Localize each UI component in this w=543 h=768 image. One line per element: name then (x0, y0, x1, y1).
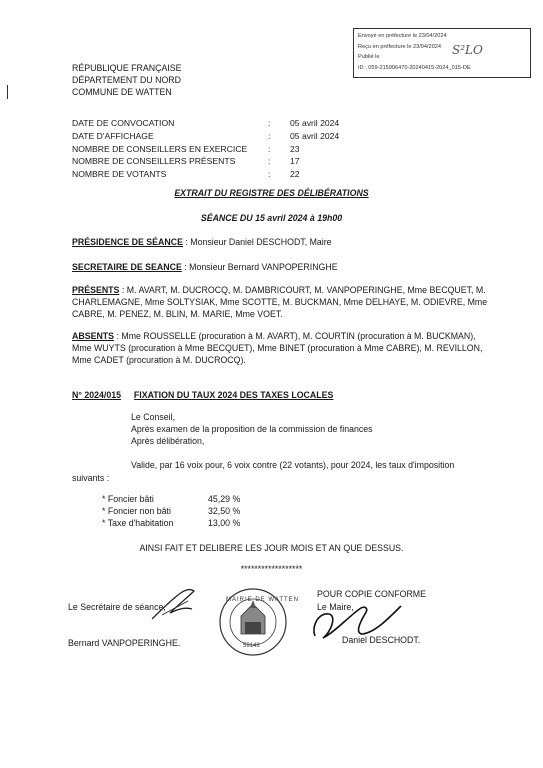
tax-label: * Foncier non bâti (102, 506, 171, 517)
presidence-text: : Monsieur Daniel DESCHODT, Maire (182, 237, 332, 247)
tax-label: * Foncier bâti (102, 494, 154, 504)
info-row (72, 143, 339, 156)
document-header (72, 62, 182, 99)
presents-label: PRÉSENTS (72, 285, 120, 295)
valide-text: Valide, par 16 voix pour, 6 voix contre (22 votants), pour 2024, les taux d'imposition (131, 460, 455, 470)
info-label: DATE D'AFFICHAGE (72, 130, 154, 141)
conseil-text: Le Conseil, (131, 412, 176, 422)
tax-row (102, 517, 240, 529)
info-separator: : (268, 130, 271, 141)
info-row (72, 117, 339, 130)
info-separator: : (268, 156, 271, 167)
maire-name: Daniel DESCHODT. (342, 635, 421, 645)
seance-title: SÉANCE DU 15 avril 2024 à 19h00 (200, 213, 343, 223)
stamp-id-line: ID : 059-215906470-20240415-2024_015-DE (358, 64, 471, 71)
info-label: NOMBRE DE CONSEILLERS PRÉSENTS (72, 156, 236, 167)
deliberation-heading (72, 389, 333, 401)
presents-line-3: CABRE, M. PENEZ, M. BLIN, M. MARIE, Mme VOET. (72, 309, 283, 320)
presents-line-2: CHARLEMAGNE, Mme SOLTYSIAK, Mme SCOTTE, M. BUCKMAN, Mme DELHAYE, M. ODIEVRE, Mme (72, 297, 488, 308)
info-value: 05 avril 2024 (290, 130, 340, 141)
departement-label: DÉPARTEMENT DU NORD (72, 75, 181, 86)
stamp-received-line: Reçu en préfecture le 23/04/2024 (358, 43, 442, 50)
info-label: NOMBRE DE VOTANTS (72, 169, 167, 180)
suivants-text: suivants : (72, 473, 110, 483)
secretaire-signature-icon (148, 585, 200, 625)
deliberation-title: FIXATION DU TAUX 2024 DES TAXES LOCALES (133, 390, 334, 400)
extrait-title: EXTRAIT DU REGISTRE DES DÉLIBÉRATIONS (174, 188, 369, 198)
secretaire-line (72, 261, 338, 273)
info-label: NOMBRE DE CONSEILLERS EN EXERCICE (72, 143, 248, 154)
tax-label: * Taxe d'habitation (102, 518, 174, 529)
tax-table (102, 493, 240, 530)
info-separator: : (268, 118, 271, 128)
stamp-published-line: Publié le (358, 54, 380, 60)
presidence-line (72, 236, 332, 248)
secretaire-label: SECRETAIRE DE SEANCE (72, 262, 182, 272)
presents-block (72, 284, 492, 321)
info-row (72, 168, 339, 181)
info-label: DATE DE CONVOCATION (72, 118, 175, 128)
margin-mark (7, 85, 8, 99)
stamp-sent-line: Envoyé en préfecture le 23/04/2024 (358, 33, 447, 39)
tax-value: 32,50 % (208, 506, 241, 517)
info-separator: : (268, 169, 271, 180)
tax-value: 13,00 % (208, 518, 241, 529)
seal-top-text: MAIRIE DE WATTEN (226, 597, 299, 603)
absents-line-3: Mme CADET (procuration à M. DUCROCQ). (72, 355, 246, 366)
ainsi-fait-text: AINSI FAIT ET DELIBERE LES JOUR MOIS ET AN QUE DESSUS. (139, 543, 404, 553)
deliberation-body (131, 411, 373, 448)
info-separator: : (268, 143, 271, 154)
transmission-stamp (353, 28, 531, 78)
separator-stars: ****************** (240, 564, 303, 574)
tax-value: 45,29 % (208, 494, 241, 504)
commune-label: COMMUNE DE WATTEN (72, 87, 172, 98)
presidence-label: PRÉSIDENCE DE SÉANCE (72, 237, 183, 247)
absents-line-2: Mme WUYTS (procuration à Mme BECQUET), Mme BINET (procuration à Mme CABRE), M. REVILLON, (72, 343, 483, 354)
info-row (72, 130, 339, 143)
copie-conforme-label: POUR COPIE CONFORME (317, 589, 426, 599)
absents-block (72, 330, 502, 367)
examen-text: Après examen de la proposition de la commission de finances (131, 424, 373, 435)
deliberation-text: Après délibération, (131, 436, 205, 447)
tax-row (102, 493, 240, 505)
info-row (72, 155, 339, 168)
secretaire-signature-title: Le Secrétaire de séance, (68, 602, 166, 612)
info-value: 22 (290, 169, 300, 180)
secretaire-name: Bernard VANPOPERINGHE. (68, 638, 181, 648)
secretaire-text: : Monsieur Bernard VANPOPERINGHE (181, 262, 338, 272)
republique-label: RÉPUBLIQUE FRANÇAISE (72, 63, 182, 73)
absents-label: ABSENTS (72, 331, 115, 341)
maire-title: Le Maire, (317, 602, 354, 612)
absents-line-1: : Mme ROUSSELLE (procuration à M. AVART), M. COURTIN (procuration à M. BUCKMAN), (114, 331, 476, 341)
info-value: 23 (290, 143, 300, 154)
presents-line-1: : M. AVART, M. DUCROCQ, M. DAMBRICOURT, M. VANPOPERINGHE, Mme BECQUET, M. (119, 285, 486, 295)
deliberation-number: N° 2024/015 (72, 390, 122, 400)
seal-bottom-text: 59143 (243, 643, 260, 649)
stamp-handwritten-mark: S²LO (452, 43, 483, 57)
tax-row (102, 505, 240, 517)
info-value: 05 avril 2024 (290, 118, 340, 128)
info-value: 17 (290, 156, 300, 167)
meeting-info (72, 117, 339, 181)
